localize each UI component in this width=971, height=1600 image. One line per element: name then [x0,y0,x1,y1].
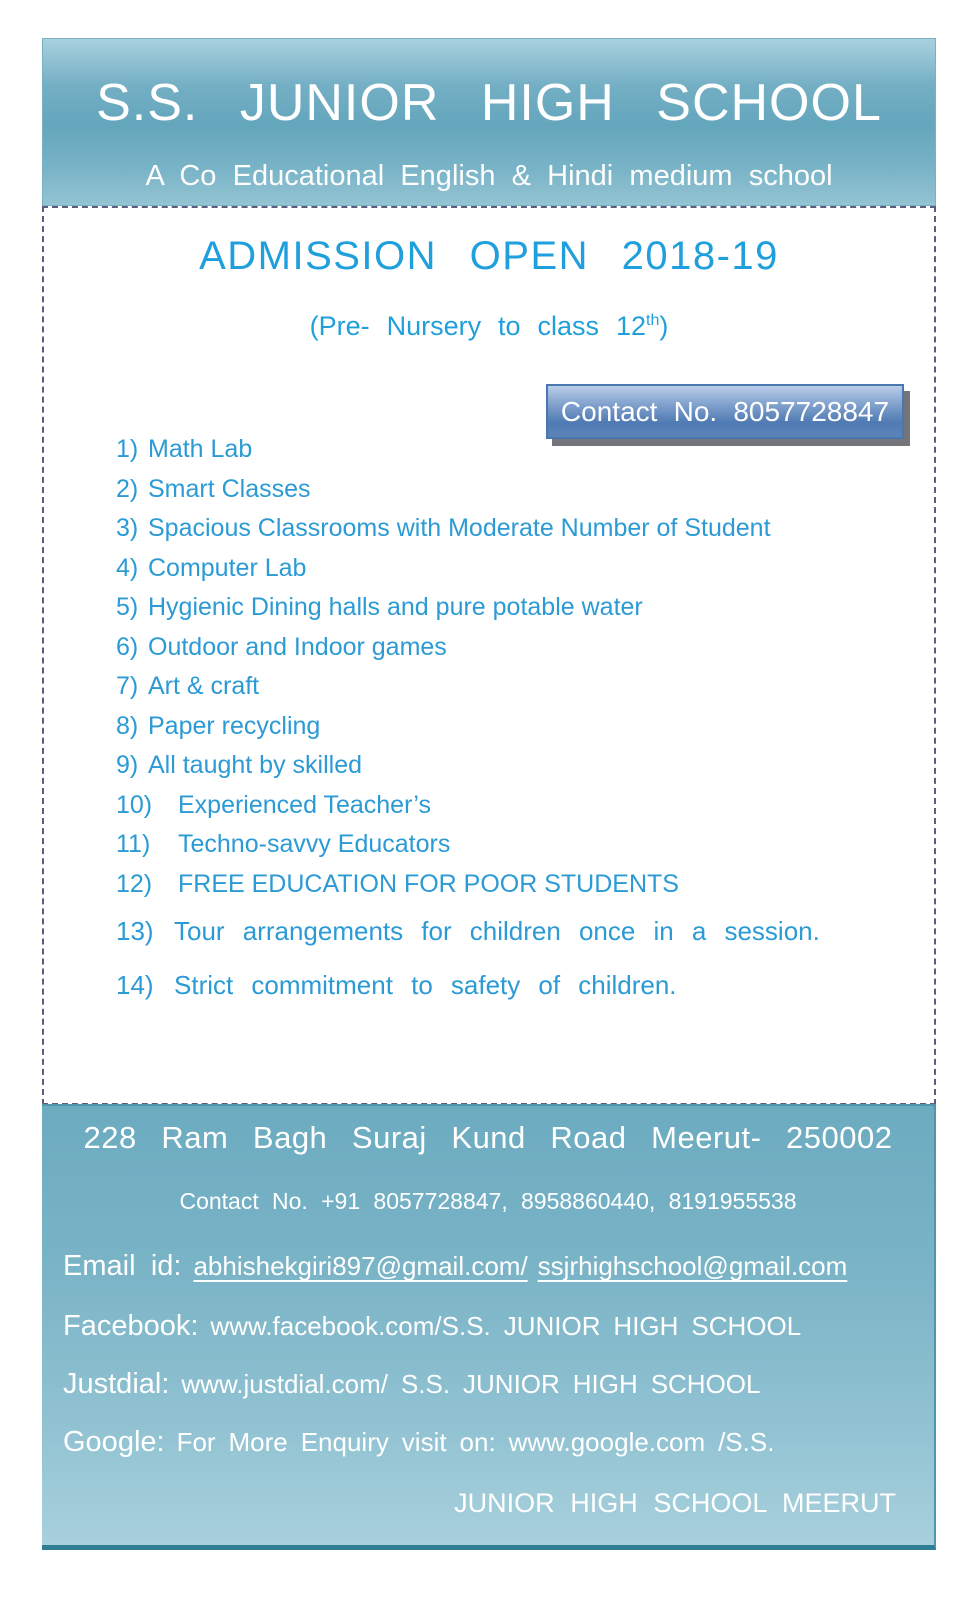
address-line: 228 Ram Bagh Suraj Kund Road Meerut- 250002 [83,1120,893,1155]
feature-item-5 [116,588,898,628]
subtitle-suffix: ) [659,311,669,341]
facebook-line [42,1310,934,1343]
feature-number: 10) [116,790,153,819]
email-line [42,1250,934,1283]
google-label: Google: [63,1426,165,1458]
feature-number: 11) [116,830,151,858]
justdial-label: Justdial: [63,1368,170,1400]
feature-text: Spacious Classrooms with Moderate Number of Student [148,514,771,542]
google-continuation-line: JUNIOR HIGH SCHOOL MEERUT [454,1488,896,1518]
feature-text: Hygienic Dining halls and pure potable water [148,593,643,621]
facebook-value: www.facebook.com/S.S. JUNIOR HIGH SCHOOL [210,1311,802,1341]
feature-number: 5) [116,593,139,621]
feature-item-12 [116,865,898,905]
email-link-1[interactable]: abhishekgiri897@gmail.com/ [193,1251,528,1281]
feature-number: 6) [116,632,139,661]
admission-title: ADMISSION OPEN 2018-19 [199,234,779,278]
feature-item-10 [116,786,898,826]
school-tagline: A Co Educational English & Hindi medium school [145,160,833,192]
subtitle-prefix: (Pre- Nursery to class 12 [309,311,647,341]
contact-badge: Contact No. 8057728847 [546,384,904,439]
feature-text: FREE EDUCATION FOR POOR STUDENTS [178,869,679,898]
admission-subtitle [44,311,934,342]
google-line [42,1426,934,1459]
contact-numbers-line: Contact No. +91 8057728847, 8958860440, 8191955538 [179,1188,797,1214]
feature-item-7 [116,667,898,707]
feature-text: Strict commitment to safety of children. [174,970,677,1000]
feature-text: All taught by skilled [148,751,363,779]
feature-number: 13) [116,916,154,946]
email-link-2[interactable]: ssjrhighschool@gmail.com [537,1251,848,1281]
feature-text: Paper recycling [148,711,321,740]
admission-section [42,206,936,1105]
features-list [116,430,898,1005]
feature-text: Outdoor and Indoor games [148,632,447,661]
google-value: For More Enquiry visit on: www.google.com /S.S. [176,1427,775,1457]
feature-item-1 [116,430,898,470]
footer-panel [42,1104,936,1550]
feature-number: 9) [116,751,139,779]
feature-number: 7) [116,672,139,700]
justdial-value: www.justdial.com/ S.S. JUNIOR HIGH SCHOOL [181,1369,761,1399]
justdial-line [42,1368,934,1401]
feature-item-14 [116,965,898,1005]
feature-item-4 [116,549,898,589]
feature-item-2 [116,470,898,510]
feature-item-9 [116,746,898,786]
feature-text: Math Lab [148,435,253,463]
feature-number: 1) [116,435,139,463]
feature-number: 3) [116,514,139,542]
feature-item-6 [116,628,898,668]
school-name: S.S. JUNIOR HIGH SCHOOL [96,74,882,132]
feature-text: Art & craft [148,672,260,700]
feature-item-8 [116,707,898,747]
feature-text: Tour arrangements for children once in a session. [174,916,820,946]
email-label: Email id: [63,1250,182,1282]
feature-item-3 [116,509,898,549]
feature-item-11 [116,825,898,865]
feature-number: 8) [116,711,139,740]
subtitle-superscript: th [646,312,660,329]
feature-number: 14) [116,970,154,1000]
facebook-label: Facebook: [63,1310,199,1342]
feature-text: Computer Lab [148,553,307,582]
header-banner [42,38,936,206]
feature-text: Techno-savvy Educators [178,830,451,858]
feature-text: Experienced Teacher’s [178,790,431,819]
feature-number: 2) [116,474,139,503]
feature-text: Smart Classes [148,474,311,503]
feature-number: 12) [116,869,153,898]
feature-item-13 [116,911,898,951]
feature-number: 4) [116,553,139,582]
